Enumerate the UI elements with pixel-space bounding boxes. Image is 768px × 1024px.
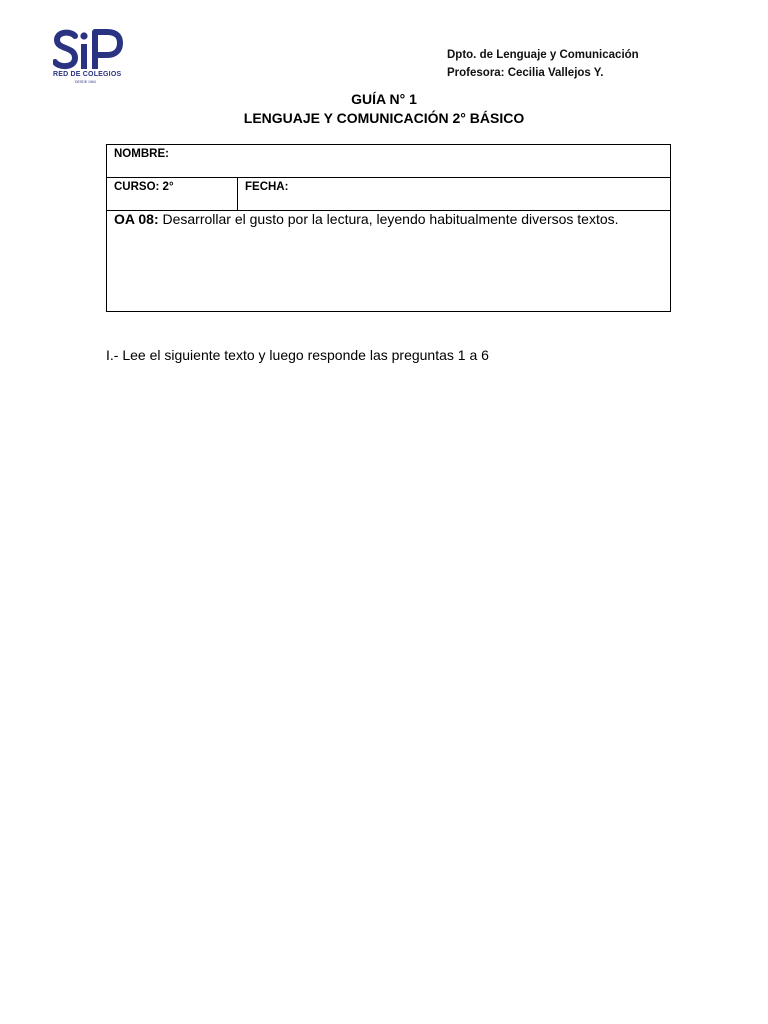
department-name: Dpto. de Lenguaje y Comunicación <box>447 49 639 61</box>
guide-subject: LENGUAJE Y COMUNICACIÓN 2° BÁSICO <box>243 110 525 126</box>
student-info-table <box>106 144 671 312</box>
name-label: NOMBRE: <box>114 148 169 160</box>
objective-text: Desarrollar el gusto por la lectura, leyendo habitualmente diversos textos. <box>158 211 619 227</box>
learning-objective <box>107 211 670 245</box>
department-info <box>447 46 639 82</box>
sip-logo-icon <box>53 28 123 73</box>
objective-code: OA 08: <box>114 211 159 227</box>
date-label: FECHA: <box>245 181 289 193</box>
guide-number: GUÍA N° 1 <box>351 91 417 107</box>
school-logo <box>53 28 123 86</box>
logo-tagline: DESDE 1964 <box>75 80 96 84</box>
teacher-name: Profesora: Cecilia Vallejos Y. <box>447 67 604 79</box>
date-field[interactable] <box>238 178 671 211</box>
name-field[interactable] <box>107 145 671 178</box>
course-label: CURSO: 2° <box>114 181 174 193</box>
logo-subtitle: RED DE COLEGIOS <box>53 71 122 78</box>
objective-cell <box>107 211 671 312</box>
instruction-section-1: I.- Lee el siguiente texto y luego responde las preguntas 1 a 6 <box>106 347 489 363</box>
course-field[interactable] <box>107 178 238 211</box>
